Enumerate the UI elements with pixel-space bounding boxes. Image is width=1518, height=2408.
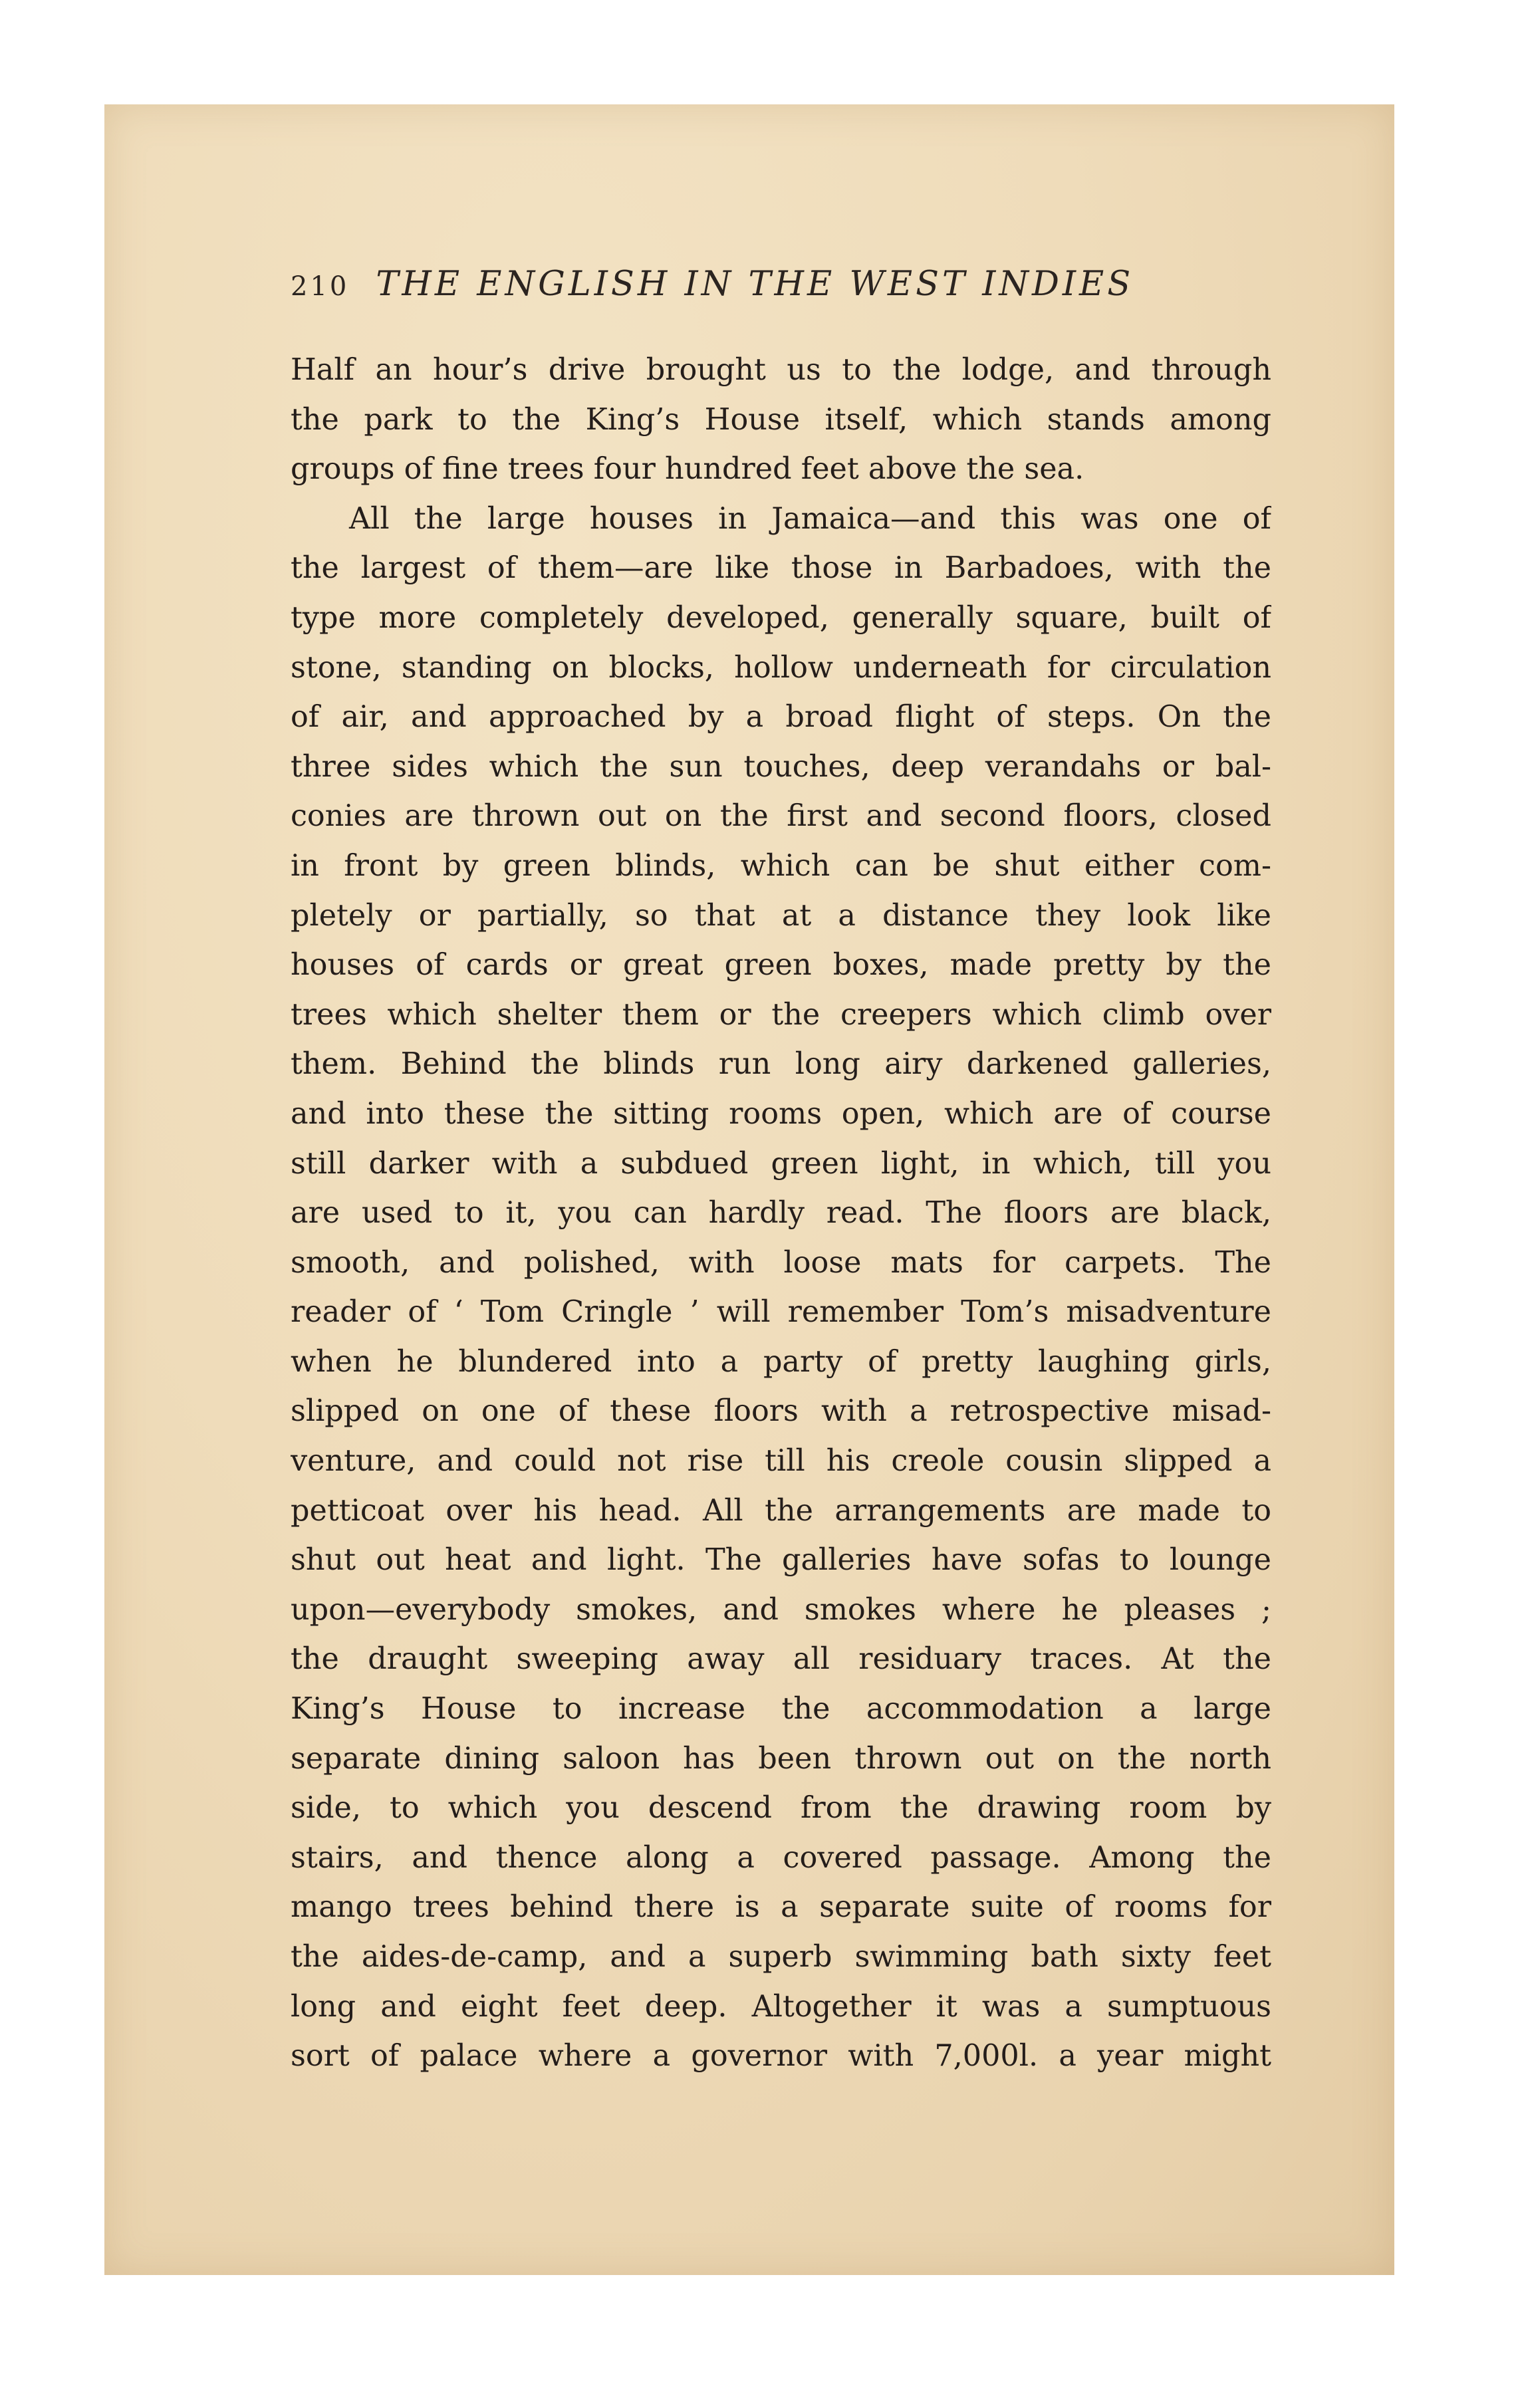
running-head-title: THE ENGLISH IN THE WEST INDIES bbox=[376, 265, 1134, 304]
text-line: sort of palace where a governor with 7,000l. a year might bbox=[291, 2039, 1271, 2074]
text-line: them. Behind the blinds run long airy darkened galleries, bbox=[291, 1047, 1271, 1082]
running-head bbox=[291, 265, 1275, 318]
text-line: and into these the sitting rooms open, which are of course bbox=[291, 1096, 1271, 1131]
text-line: type more completely developed, generally square, built of bbox=[291, 600, 1271, 635]
text-line: smooth, and polished, with loose mats for carpets. The bbox=[291, 1245, 1271, 1280]
text-line: side, to which you descend from the drawing room by bbox=[291, 1791, 1271, 1826]
text-line: shut out heat and light. The galleries have sofas to lounge bbox=[291, 1543, 1271, 1578]
text-line: groups of fine trees four hundred feet above the sea. bbox=[291, 452, 1084, 487]
text-line: venture, and could not rise till his creole cousin slipped a bbox=[291, 1444, 1271, 1479]
text-line: trees which shelter them or the creepers which climb over bbox=[291, 997, 1271, 1032]
text-line: King’s House to increase the accommodation a large bbox=[291, 1692, 1271, 1727]
text-line: the aides-de-camp, and a superb swimming bath sixty feet bbox=[291, 1940, 1271, 1974]
text-line: in front by green blinds, which can be shut either com- bbox=[291, 848, 1271, 883]
text-line: stairs, and thence along a covered passage. Among the bbox=[291, 1840, 1271, 1875]
text-line: separate dining saloon has been thrown out on the north bbox=[291, 1741, 1271, 1776]
body-text bbox=[291, 346, 1271, 2082]
text-line: still darker with a subdued green light, in which, till you bbox=[291, 1146, 1271, 1181]
text-line: slipped on one of these floors with a retrospective misad- bbox=[291, 1394, 1271, 1429]
text-line: All the large houses in Jamaica—and this was one of bbox=[349, 501, 1271, 536]
text-line: conies are thrown out on the first and second floors, closed bbox=[291, 799, 1271, 834]
text-line: reader of ‘ Tom Cringle ’ will remember Tom’s misadventure bbox=[291, 1295, 1271, 1330]
text-line: three sides which the sun touches, deep verandahs or bal- bbox=[291, 749, 1271, 784]
text-line: pletely or partially, so that at a distance they look like bbox=[291, 898, 1271, 933]
text-line: when he blundered into a party of pretty laughing girls, bbox=[291, 1344, 1271, 1379]
text-line: the largest of them—are like those in Barbadoes, with the bbox=[291, 551, 1271, 586]
text-line: houses of cards or great green boxes, made pretty by the bbox=[291, 948, 1271, 983]
text-line: the park to the King’s House itself, which stands among bbox=[291, 402, 1271, 437]
text-line: of air, and approached by a broad flight of steps. On the bbox=[291, 700, 1271, 735]
text-line: upon—everybody smokes, and smokes where he pleases ; bbox=[291, 1592, 1271, 1627]
text-line: long and eight feet deep. Altogether it was a sumptuous bbox=[291, 1989, 1271, 2024]
text-line: the draught sweeping away all residuary traces. At the bbox=[291, 1642, 1271, 1677]
text-line: stone, standing on blocks, hollow underneath for circulation bbox=[291, 650, 1271, 685]
page-number: 210 bbox=[291, 271, 350, 302]
text-line: mango trees behind there is a separate suite of rooms for bbox=[291, 1890, 1271, 1925]
text-line: are used to it, you can hardly read. The floors are black, bbox=[291, 1196, 1271, 1231]
text-line: petticoat over his head. All the arrangements are made to bbox=[291, 1493, 1271, 1528]
text-line: Half an hour’s drive brought us to the lodge, and through bbox=[291, 353, 1271, 387]
